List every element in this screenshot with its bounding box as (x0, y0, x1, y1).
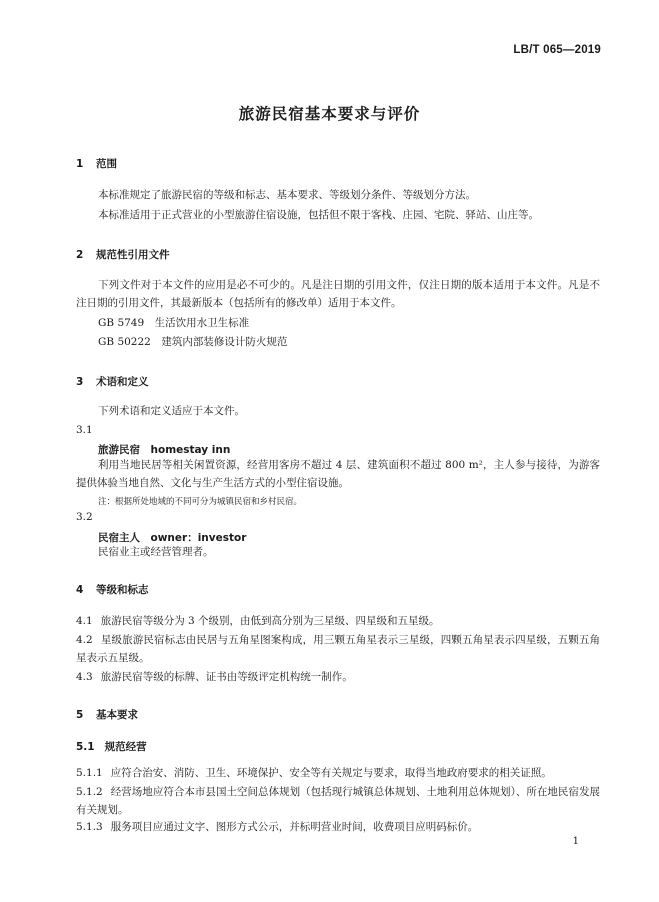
clause (76, 818, 478, 836)
clause (76, 631, 600, 667)
paragraph: 本标准规定了旅游民宿的等级和标志、基本要求、等级划分条件、等级划分方法。 (98, 189, 476, 201)
section-number: 3 (76, 376, 84, 388)
term-heading: 旅游民宿 homestay inn (98, 444, 231, 456)
section-title: 规范性引用文件 (96, 249, 170, 261)
section-title: 等级和标志 (96, 584, 149, 596)
clause (76, 764, 552, 782)
clause-text: 经营场地应符合本市县国土空间总体规划（包括现行城镇总体规划、土地利用总体规划）、所在地民宿发展有关规划。 (76, 786, 600, 816)
section-number: 5 (76, 709, 84, 721)
term-definition: 利用当地民居等相关闲置资源，经营用客房不超过 4 层、建筑面积不超过 800 m²，主人参与接待，为游客提供体验当地自然、文化与生产生活方式的小型住宿设施。 (76, 459, 600, 489)
clause-text: 应符合治安、消防、卫生、环境保护、安全等有关规定与要求，取得当地政府要求的相关证照。 (110, 767, 552, 779)
section-number: 1 (76, 158, 84, 170)
term-definition: 民宿业主或经营管理者。 (98, 546, 214, 558)
clause-number: 5.1.2 (76, 786, 103, 798)
term-number: 3.2 (76, 511, 93, 523)
section-4-heading (76, 582, 149, 597)
subsection-title: 规范经营 (104, 741, 147, 753)
clause-number: 5.1.1 (76, 767, 103, 779)
clause-number: 4.1 (76, 615, 93, 627)
page-number: 1 (572, 836, 579, 847)
document-title: 旅游民宿基本要求与评价 (238, 105, 421, 123)
section-5-heading (76, 707, 138, 722)
term-heading: 民宿主人 owner：investor (98, 532, 247, 544)
clause-text: 服务项目应通过文字、图形方式公示，并标明营业时间，收费项目应明码标价。 (110, 821, 479, 833)
section-number: 2 (76, 249, 84, 261)
section-2-heading (76, 247, 170, 262)
clause-text: 星级旅游民宿标志由民居与五角星图案构成，用三颗五角星表示三星级，四颗五角星表示四星级，五颗五角星表示五星级。 (76, 634, 600, 664)
paragraph: 本标准适用于正式营业的小型旅游住宿设施，包括但不限于客栈、庄园、宅院、驿站、山庄等。 (98, 209, 539, 221)
clause (76, 668, 353, 686)
reference-item: GB 5749 生活饮用水卫生标准 (98, 317, 250, 329)
clause (76, 783, 600, 819)
term-number: 3.1 (76, 424, 93, 436)
section-title: 范围 (96, 158, 117, 170)
subsection-heading (76, 739, 147, 754)
section-title: 基本要求 (96, 709, 138, 721)
standard-code: LB/T 065—2019 (513, 44, 601, 56)
clause-text: 旅游民宿等级的标牌、证书由等级评定机构统一制作。 (100, 671, 353, 683)
clause (76, 612, 440, 630)
subsection-number: 5.1 (76, 741, 95, 753)
clause-number: 4.3 (76, 671, 93, 683)
section-number: 4 (76, 584, 84, 596)
note: 注：根据所处地域的不同可分为城镇民宿和乡村民宿。 (98, 497, 303, 507)
section-3-heading (76, 374, 149, 389)
reference-item: GB 50222 建筑内部装修设计防火规范 (98, 336, 288, 348)
section-1-heading (76, 156, 117, 171)
section-title: 术语和定义 (96, 376, 149, 388)
paragraph: 下列文件对于本文件的应用是必不可少的。凡是注日期的引用文件，仅注日期的版本适用于本文件。凡是不注日期的引用文件，其最新版本（包括所有的修改单）适用于本文件。 (76, 279, 600, 309)
clause-number: 4.2 (76, 634, 93, 646)
paragraph: 下列术语和定义适应于本文件。 (98, 405, 245, 417)
clause-text: 旅游民宿等级分为 3 个级别，由低到高分别为三星级、四星级和五星级。 (100, 615, 440, 627)
clause-number: 5.1.3 (76, 821, 103, 833)
